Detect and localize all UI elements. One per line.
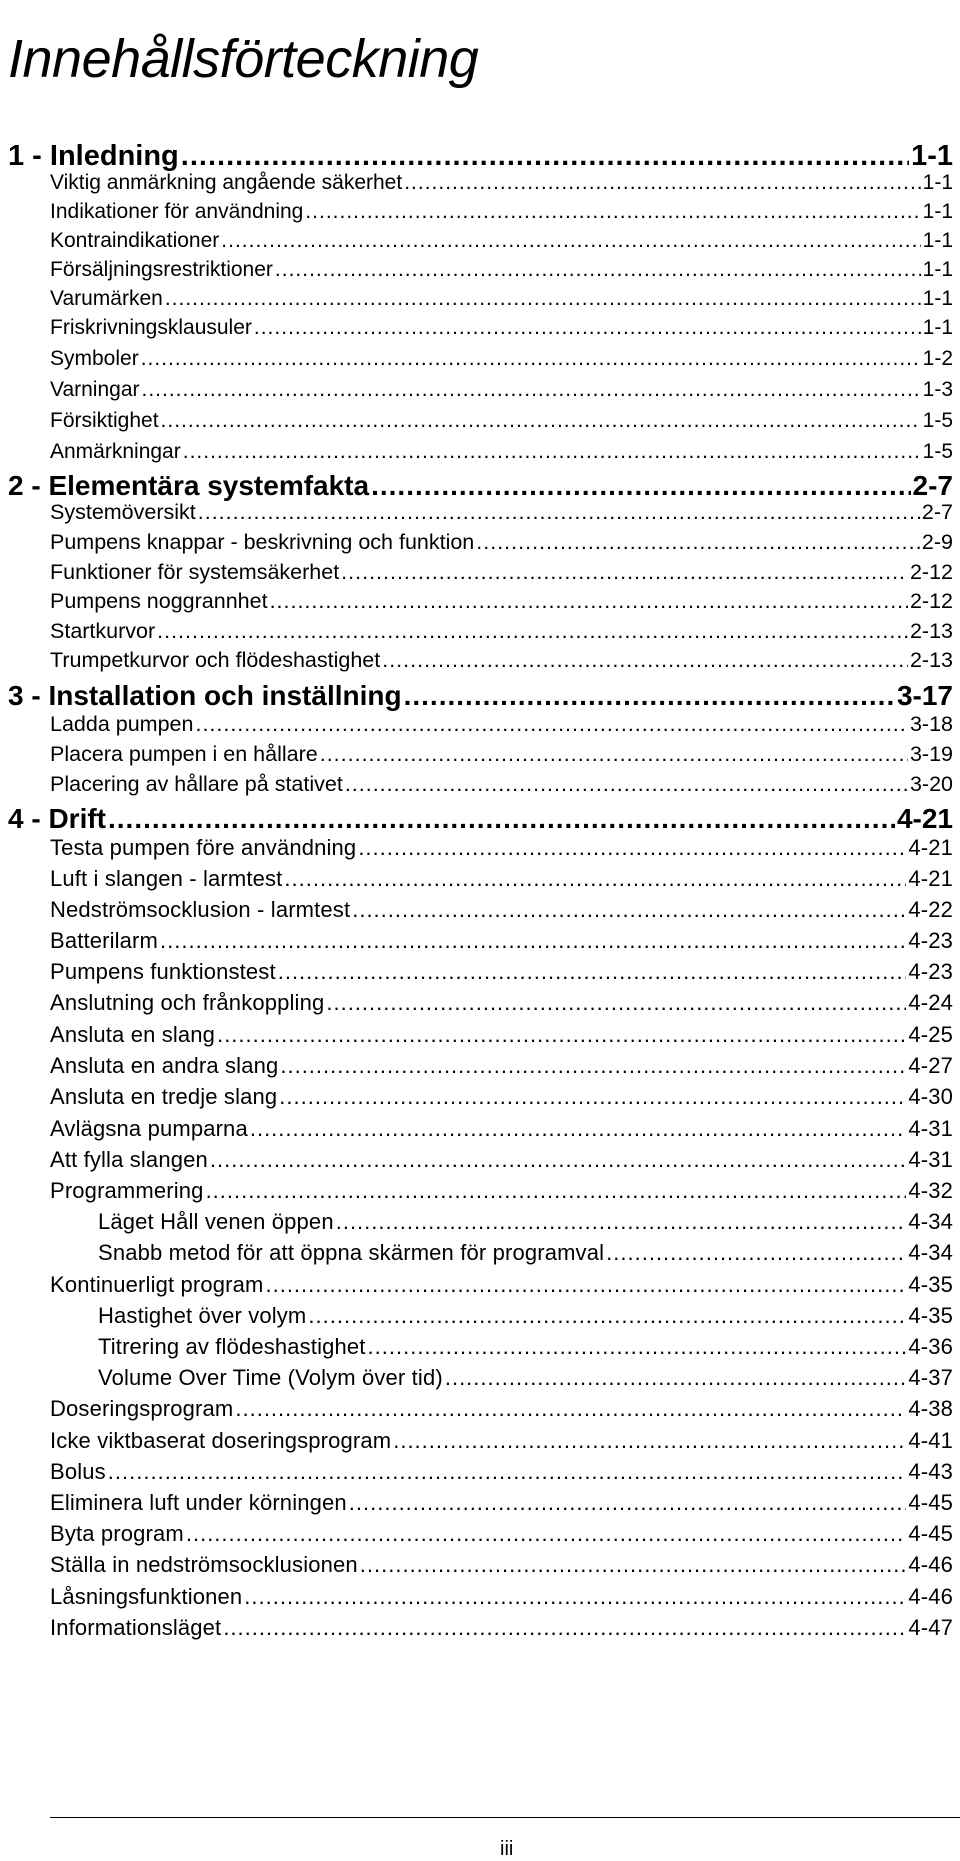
dot-leader — [165, 287, 921, 311]
toc-section-entry[interactable] — [50, 229, 953, 253]
toc-entry-page: 4-36 — [908, 1334, 953, 1359]
toc-entry-title: Försäljningsrestriktioner — [50, 258, 273, 281]
toc-section-entry[interactable] — [50, 1552, 953, 1578]
toc-entry-page: 1-1 — [922, 229, 953, 252]
dot-leader — [198, 500, 920, 525]
toc-entry-title: 1 - Inledning — [8, 140, 179, 172]
dot-leader — [210, 1147, 906, 1173]
toc-section-entry[interactable] — [50, 287, 953, 311]
toc-entry-title: Låsningsfunktionen — [50, 1584, 243, 1609]
toc-entry-title: Läget Håll venen öppen — [98, 1209, 334, 1234]
toc-entry-page: 4-46 — [908, 1584, 953, 1609]
page-number: iii — [500, 1838, 514, 1860]
dot-leader — [404, 171, 920, 195]
toc-entry-title: Kontinuerligt program — [50, 1272, 264, 1297]
toc-entry-title: Batterilarm — [50, 928, 159, 953]
toc-entry-title: Ansluta en andra slang — [50, 1053, 279, 1078]
toc-section-entry[interactable] — [50, 560, 953, 585]
toc-entry-title: Viktig anmärkning angående säkerhet — [50, 171, 403, 194]
toc-entry-title: Snabb metod för att öppna skärmen för programval — [98, 1240, 605, 1265]
toc-entry-title: Ladda pumpen — [50, 712, 194, 736]
toc-subsection-entry[interactable] — [98, 1365, 953, 1391]
toc-section-entry[interactable] — [50, 1459, 953, 1485]
dot-leader — [476, 530, 920, 555]
dot-leader — [280, 1053, 906, 1079]
toc-entry-page: 2-7 — [921, 500, 953, 524]
toc-entry-page: 4-23 — [908, 959, 953, 984]
dot-leader — [217, 1022, 906, 1048]
toc-entry-title: Pumpens noggrannhet — [50, 589, 268, 613]
toc-section-entry[interactable] — [50, 1084, 953, 1110]
toc-entry-title: Programmering — [50, 1178, 204, 1203]
toc-section-entry[interactable] — [50, 347, 953, 371]
toc-section-entry[interactable] — [50, 1147, 953, 1173]
toc-entry-page: 3-17 — [896, 680, 953, 711]
dot-leader — [254, 316, 921, 340]
toc-entry-title: Byta program — [50, 1521, 184, 1546]
toc-section-entry[interactable] — [50, 316, 953, 340]
toc-entry-page: 4-22 — [908, 897, 953, 922]
dot-leader — [186, 1521, 907, 1547]
toc-entry-page: 3-19 — [909, 742, 953, 766]
toc-entry-title: Friskrivningsklausuler — [50, 316, 252, 339]
toc-entry-page: 4-35 — [908, 1272, 953, 1297]
dot-leader — [275, 258, 921, 282]
toc-entry-title: Bolus — [50, 1459, 106, 1484]
dot-leader — [368, 1334, 907, 1360]
toc-entry-title: Att fylla slangen — [50, 1147, 208, 1172]
dot-leader — [206, 1178, 907, 1204]
toc-entry-title: Pumpens knappar - beskrivning och funktion — [50, 530, 475, 554]
toc-entry-title: Hastighet över volym — [98, 1303, 307, 1328]
toc-entry-page: 2-13 — [909, 619, 953, 643]
dot-leader — [250, 1116, 907, 1142]
toc-entry-page: 4-21 — [908, 835, 953, 860]
footer-divider — [50, 1817, 960, 1818]
toc-section-entry[interactable] — [50, 589, 953, 614]
dot-leader — [284, 866, 906, 892]
toc-section-entry[interactable] — [50, 378, 953, 402]
toc-section-entry[interactable] — [50, 959, 953, 985]
toc-section-entry[interactable] — [50, 990, 953, 1016]
toc-entry-title: 3 - Installation och inställning — [8, 680, 402, 711]
toc-chapter-entry[interactable] — [8, 140, 953, 173]
dot-leader — [393, 1428, 906, 1454]
toc-entry-page: 4-32 — [908, 1178, 953, 1203]
toc-entry-page: 2-12 — [909, 589, 953, 613]
dot-leader — [336, 1209, 907, 1235]
dot-leader — [244, 1584, 906, 1610]
toc-entry-page: 2-13 — [909, 648, 953, 672]
page-title: Innehållsförteckning — [8, 29, 479, 89]
toc-section-entry[interactable] — [50, 1584, 953, 1610]
toc-entry-title: Anmärkningar — [50, 440, 181, 463]
toc-entry-page: 1-3 — [922, 378, 953, 401]
toc-entry-title: Varumärken — [50, 287, 163, 310]
toc-chapter-entry[interactable] — [8, 803, 953, 835]
toc-entry-title: Funktioner för systemsäkerhet — [50, 560, 340, 584]
toc-entry-title: Ansluta en slang — [50, 1022, 216, 1047]
toc-entry-title: Testa pumpen före användning — [50, 835, 357, 860]
toc-entry-page: 4-41 — [908, 1428, 953, 1453]
toc-entry-page: 4-31 — [908, 1116, 953, 1141]
toc-chapter-entry[interactable] — [8, 680, 953, 712]
dot-leader — [606, 1240, 906, 1266]
toc-section-entry[interactable] — [50, 200, 953, 224]
toc-section-entry[interactable] — [50, 866, 953, 892]
toc-entry-page: 4-45 — [908, 1490, 953, 1515]
dot-leader — [371, 470, 910, 502]
toc-entry-title: Titrering av flödeshastighet — [98, 1334, 366, 1359]
dot-leader — [235, 1396, 906, 1422]
toc-entry-title: Luft i slangen - larmtest — [50, 866, 283, 891]
dot-leader — [349, 1490, 907, 1516]
dot-leader — [278, 959, 907, 985]
toc-section-entry[interactable] — [50, 171, 953, 195]
toc-entry-title: Placering av hållare på stativet — [50, 772, 343, 796]
toc-entry-page: 1-2 — [922, 347, 953, 370]
toc-section-entry[interactable] — [50, 742, 953, 767]
toc-chapter-entry[interactable] — [8, 470, 953, 502]
dot-leader — [270, 589, 908, 614]
toc-section-entry[interactable] — [50, 1396, 953, 1422]
toc-section-entry[interactable] — [50, 835, 953, 861]
dot-leader — [108, 803, 895, 835]
dot-leader — [221, 229, 920, 253]
toc-entry-page: 2-9 — [921, 530, 953, 554]
toc-section-entry[interactable] — [50, 1615, 953, 1641]
toc-section-entry[interactable] — [50, 500, 953, 525]
dot-leader — [157, 619, 908, 644]
toc-section-entry[interactable] — [50, 530, 953, 555]
toc-section-entry[interactable] — [50, 619, 953, 644]
toc-entry-title: Placera pumpen i en hållare — [50, 742, 318, 766]
toc-entry-page: 4-27 — [908, 1053, 953, 1078]
toc-entry-page: 2-12 — [909, 560, 953, 584]
dot-leader — [161, 409, 921, 433]
dot-leader — [382, 648, 908, 673]
toc-entry-page: 4-31 — [908, 1147, 953, 1172]
toc-entry-page: 4-45 — [908, 1521, 953, 1546]
dot-leader — [345, 772, 908, 797]
dot-leader — [279, 1084, 906, 1110]
toc-entry-page: 1-5 — [922, 440, 953, 463]
toc-section-entry[interactable] — [50, 772, 953, 797]
dot-leader — [108, 1459, 907, 1485]
toc-entry-page: 4-23 — [908, 928, 953, 953]
toc-entry-page: 4-34 — [908, 1240, 953, 1265]
toc-section-entry[interactable] — [50, 1521, 953, 1547]
toc-entry-title: Volume Over Time (Volym över tid) — [98, 1365, 443, 1390]
toc-entry-title: Pumpens funktionstest — [50, 959, 276, 984]
dot-leader — [305, 200, 920, 224]
dot-leader — [265, 1272, 906, 1298]
dot-leader — [183, 440, 921, 464]
toc-subsection-entry[interactable] — [98, 1240, 953, 1266]
toc-entry-page: 4-37 — [908, 1365, 953, 1390]
toc-entry-page: 4-38 — [908, 1396, 953, 1421]
dot-leader — [404, 680, 895, 712]
toc-entry-title: Ansluta en tredje slang — [50, 1084, 278, 1109]
toc-entry-page: 4-46 — [908, 1552, 953, 1577]
toc-section-entry[interactable] — [50, 258, 953, 282]
toc-entry-title: 4 - Drift — [8, 803, 106, 834]
toc-entry-page: 4-25 — [908, 1022, 953, 1047]
toc-entry-page: 3-20 — [909, 772, 953, 796]
toc-entry-title: Startkurvor — [50, 619, 156, 643]
toc-section-entry[interactable] — [50, 1490, 953, 1516]
dot-leader — [320, 742, 908, 767]
toc-entry-title: Doseringsprogram — [50, 1396, 234, 1421]
toc-entry-title: Systemöversikt — [50, 500, 196, 524]
dot-leader — [142, 378, 921, 402]
toc-entry-page: 1-1 — [922, 171, 953, 194]
toc-entry-page: 1-5 — [922, 409, 953, 432]
toc-entry-title: Försiktighet — [50, 409, 159, 432]
toc-section-entry[interactable] — [50, 928, 953, 954]
toc-entry-page: 1-1 — [922, 200, 953, 223]
toc-entry-page: 4-34 — [908, 1209, 953, 1234]
toc-entry-page: 2-7 — [912, 470, 953, 501]
dot-leader — [326, 990, 906, 1016]
toc-section-entry[interactable] — [50, 1272, 953, 1298]
toc-entry-title: Informationsläget — [50, 1615, 222, 1640]
toc-entry-title: Trumpetkurvor och flödeshastighet — [50, 648, 381, 672]
dot-leader — [360, 1552, 907, 1578]
toc-entry-page: 4-43 — [908, 1459, 953, 1484]
toc-section-entry[interactable] — [50, 712, 953, 737]
toc-entry-page: 1-1 — [922, 258, 953, 281]
toc-section-entry[interactable] — [50, 1053, 953, 1079]
toc-entry-title: Eliminera luft under körningen — [50, 1490, 347, 1515]
toc-entry-page: 3-18 — [909, 712, 953, 736]
toc-entry-title: Nedströmsocklusion - larmtest — [50, 897, 351, 922]
dot-leader — [445, 1365, 907, 1391]
toc-entry-title: Avlägsna pumparna — [50, 1116, 248, 1141]
dot-leader — [308, 1303, 906, 1329]
toc-section-entry[interactable] — [50, 440, 953, 464]
toc-section-entry[interactable] — [50, 1116, 953, 1142]
toc-subsection-entry[interactable] — [98, 1303, 953, 1329]
toc-section-entry[interactable] — [50, 648, 953, 673]
dot-leader — [341, 560, 908, 585]
toc-entry-page: 1-1 — [922, 316, 953, 339]
toc-section-entry[interactable] — [50, 1178, 953, 1204]
dot-leader — [195, 712, 907, 737]
toc-entry-page: 1-1 — [911, 140, 953, 172]
toc-entry-page: 4-35 — [908, 1303, 953, 1328]
toc-entry-page: 4-30 — [908, 1084, 953, 1109]
toc-entry-page: 4-47 — [908, 1615, 953, 1640]
dot-leader — [160, 928, 906, 954]
dot-leader — [181, 140, 909, 173]
toc-subsection-entry[interactable] — [98, 1334, 953, 1360]
toc-section-entry[interactable] — [50, 1022, 953, 1048]
dot-leader — [223, 1615, 906, 1641]
toc-entry-title: Indikationer för användning — [50, 200, 304, 223]
toc-entry-page: 4-21 — [896, 803, 953, 834]
toc-entry-page: 4-24 — [908, 990, 953, 1015]
dot-leader — [141, 347, 921, 371]
toc-section-entry[interactable] — [50, 409, 953, 433]
toc-entry-title: 2 - Elementära systemfakta — [8, 470, 370, 501]
toc-entry-title: Symboler — [50, 347, 139, 370]
toc-entry-title: Ställa in nedströmsocklusionen — [50, 1552, 358, 1577]
toc-entry-title: Icke viktbaserat doseringsprogram — [50, 1428, 392, 1453]
toc-entry-page: 1-1 — [922, 287, 953, 310]
toc-section-entry[interactable] — [50, 1428, 953, 1454]
toc-entry-page: 4-21 — [908, 866, 953, 891]
toc-section-entry[interactable] — [50, 897, 953, 923]
toc-entry-title: Anslutning och frånkoppling — [50, 990, 325, 1015]
dot-leader — [352, 897, 906, 923]
toc-entry-title: Kontraindikationer — [50, 229, 220, 252]
dot-leader — [358, 835, 906, 861]
toc-entry-title: Varningar — [50, 378, 140, 401]
toc-subsection-entry[interactable] — [98, 1209, 953, 1235]
